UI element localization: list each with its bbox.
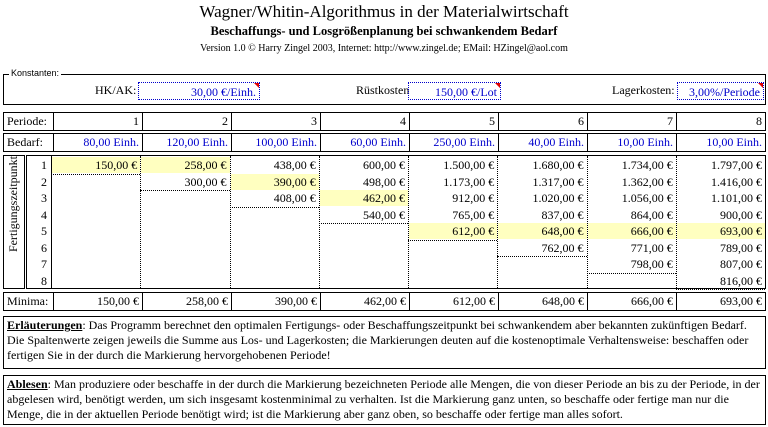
- matrix-cell: 1.101,00 €: [711, 191, 762, 205]
- minima-cell: 612,00 €: [410, 293, 499, 311]
- lager-label: Lagerkosten:: [612, 83, 675, 97]
- periode-table: [3, 112, 766, 131]
- minima-cell: 693,00 €: [677, 293, 766, 311]
- matrix-cell: 600,00 €: [363, 158, 405, 172]
- page-subtitle: Beschaffungs- und Losgrößenplanung bei schwankendem Bedarf: [210, 24, 558, 38]
- ablesen-box: [3, 375, 766, 425]
- bedarf-input[interactable]: 120,00 Einh.: [143, 134, 232, 152]
- minima-cell: 462,00 €: [321, 293, 410, 311]
- bedarf-input[interactable]: 60,00 Einh.: [321, 134, 410, 152]
- matrix-cell: 900,00 €: [720, 207, 762, 222]
- matrix-row-number: 5: [41, 224, 47, 238]
- periode-cell: 1: [54, 113, 143, 131]
- ruest-label: Rüstkosten: [356, 83, 410, 97]
- matrix-row-number: 4: [41, 207, 47, 222]
- bedarf-label: Bedarf:: [4, 134, 54, 152]
- matrix-divider: [51, 156, 52, 288]
- erlaeuterung-box: [3, 316, 766, 369]
- bedarf-table: [3, 133, 766, 152]
- matrix-cell: 1.056,00 €: [621, 191, 673, 205]
- minima-cell: 390,00 €: [232, 293, 321, 311]
- matrix-cell: 1.173,00 €: [443, 174, 495, 189]
- matrix-cell: 864,00 €: [630, 207, 673, 222]
- version-info: Version 1.0 © Harry Zingel 2003, Internet: http://www.zingel.de; EMail: HZingel@aol.com: [200, 43, 568, 54]
- matrix-cell: 666,00 €: [588, 223, 676, 239]
- bedarf-input[interactable]: 10,00 Einh.: [677, 134, 766, 152]
- matrix-cell: 798,00 €: [630, 257, 673, 271]
- matrix-cell: 300,00 €: [184, 174, 227, 189]
- matrix-cell: 1.680,00 €: [532, 158, 584, 172]
- lager-input[interactable]: 3,00%/Periode: [677, 82, 764, 100]
- matrix-row-number: 6: [41, 240, 47, 255]
- erlaeuterung-heading: Erläuterungen: [7, 318, 83, 332]
- minima-cell: 648,00 €: [499, 293, 588, 311]
- matrix-cell: 837,00 €: [541, 207, 584, 222]
- fertigungszeitpunkt-axis: [3, 155, 25, 289]
- ruest-input[interactable]: 150,00 €/Lot: [408, 82, 501, 100]
- matrix-cell: 258,00 €: [141, 157, 229, 173]
- matrix-divider: [587, 273, 676, 274]
- matrix-cell: 408,00 €: [273, 191, 316, 205]
- matrix-divider: [497, 256, 586, 257]
- matrix-divider: [408, 240, 497, 241]
- periode-cell: 6: [499, 113, 588, 131]
- matrix-cell: 1.020,00 €: [532, 191, 584, 205]
- matrix-row-number: 2: [41, 174, 47, 189]
- matrix-row-number: 3: [41, 191, 47, 205]
- fertigungszeitpunkt-label: Fertigungszeitpunkt: [6, 156, 20, 252]
- matrix-cell: 150,00 €: [52, 157, 140, 173]
- periode-cell: 5: [410, 113, 499, 131]
- matrix-cell: 648,00 €: [498, 223, 586, 239]
- comment-marker-icon: [254, 83, 259, 88]
- konstanten-label: Konstanten:: [11, 68, 60, 78]
- matrix-cell: 390,00 €: [231, 174, 319, 190]
- matrix-divider: [676, 289, 765, 290]
- minima-cell: 150,00 €: [54, 293, 143, 311]
- matrix-cell: 807,00 €: [720, 257, 762, 271]
- bedarf-input[interactable]: 40,00 Einh.: [499, 134, 588, 152]
- cost-matrix: [26, 155, 766, 289]
- matrix-divider: [140, 190, 229, 191]
- minima-cell: 666,00 €: [588, 293, 677, 311]
- matrix-cell: 1.500,00 €: [443, 158, 495, 172]
- matrix-cell: 612,00 €: [409, 223, 497, 239]
- matrix-cell: 540,00 €: [363, 207, 405, 222]
- erlaeuterung-text: : Das Programm berechnet den optimalen Fertigungs- oder Beschaffungszeitpunkt bei schwankendem aber bekannten zukünftigen Bedarf. Die Spaltenwerte zeigen jeweils die Summe aus Los- und Lagerkosten; die Markierungen deuten auf die kostenoptimale Verhaltensweise: beschaffen oder fertigen Sie in der durch die Markierung hervorgehobenen Periode!: [7, 318, 749, 362]
- hkak-label: HK/AK:: [95, 83, 137, 97]
- matrix-cell: 771,00 €: [630, 240, 673, 255]
- matrix-cell: 498,00 €: [363, 174, 405, 189]
- comment-marker-icon: [495, 83, 500, 88]
- ablesen-text: : Man produziere oder beschaffe in der durch die Markierung bezeichneten Periode alle Mengen, die von dieser Periode an bis zu der Periode, in der abgelesen wird, benötigt werden, um sich insgesamt kostenminimal zu verhalten. Ist die Markierung ganz unten, so beschaffe oder fertige man nur die Menge, die in der aktuellen Periode benötigt wird; ist die Markierung aber ganz oben, so beschaffe oder fertige man alles sofort.: [7, 377, 760, 421]
- matrix-cell: 462,00 €: [320, 190, 408, 206]
- bedarf-input[interactable]: 100,00 Einh.: [232, 134, 321, 152]
- matrix-divider: [230, 207, 319, 208]
- matrix-cell: 1.317,00 €: [532, 174, 584, 189]
- matrix-cell: 438,00 €: [273, 158, 316, 172]
- minima-table: [3, 292, 766, 311]
- matrix-cell: 912,00 €: [452, 191, 495, 205]
- periode-label: Periode:: [4, 113, 54, 131]
- matrix-cell: 765,00 €: [452, 207, 495, 222]
- matrix-cell: 789,00 €: [720, 240, 762, 255]
- matrix-cell: 762,00 €: [541, 240, 584, 255]
- matrix-cell: 693,00 €: [677, 223, 765, 239]
- minima-cell: 258,00 €: [143, 293, 232, 311]
- bedarf-input[interactable]: 80,00 Einh.: [54, 134, 143, 152]
- matrix-cell: 1.416,00 €: [711, 174, 762, 189]
- bedarf-input[interactable]: 250,00 Einh.: [410, 134, 499, 152]
- matrix-cell: 816,00 €: [720, 273, 762, 288]
- minima-label: Minima:: [4, 293, 54, 311]
- page-title: Wagner/Whitin-Algorithmus in der Materialwirtschaft: [199, 2, 569, 21]
- matrix-row-number: 7: [41, 257, 47, 271]
- periode-cell: 8: [677, 113, 766, 131]
- matrix-cell: 1.362,00 €: [621, 174, 673, 189]
- periode-cell: 4: [321, 113, 410, 131]
- matrix-row-number: 1: [41, 158, 47, 172]
- matrix-divider: [51, 174, 140, 175]
- comment-marker-icon: [758, 83, 763, 88]
- bedarf-input[interactable]: 10,00 Einh.: [588, 134, 677, 152]
- matrix-row-number: 8: [41, 273, 47, 288]
- matrix-divider: [319, 223, 408, 224]
- hkak-input[interactable]: 30,00 €/Einh.: [138, 82, 260, 100]
- periode-cell: 7: [588, 113, 677, 131]
- periode-cell: 3: [232, 113, 321, 131]
- ablesen-heading: Ablesen: [7, 377, 48, 391]
- periode-cell: 2: [143, 113, 232, 131]
- matrix-cell: 1.734,00 €: [621, 158, 673, 172]
- matrix-cell: 1.797,00 €: [711, 158, 762, 172]
